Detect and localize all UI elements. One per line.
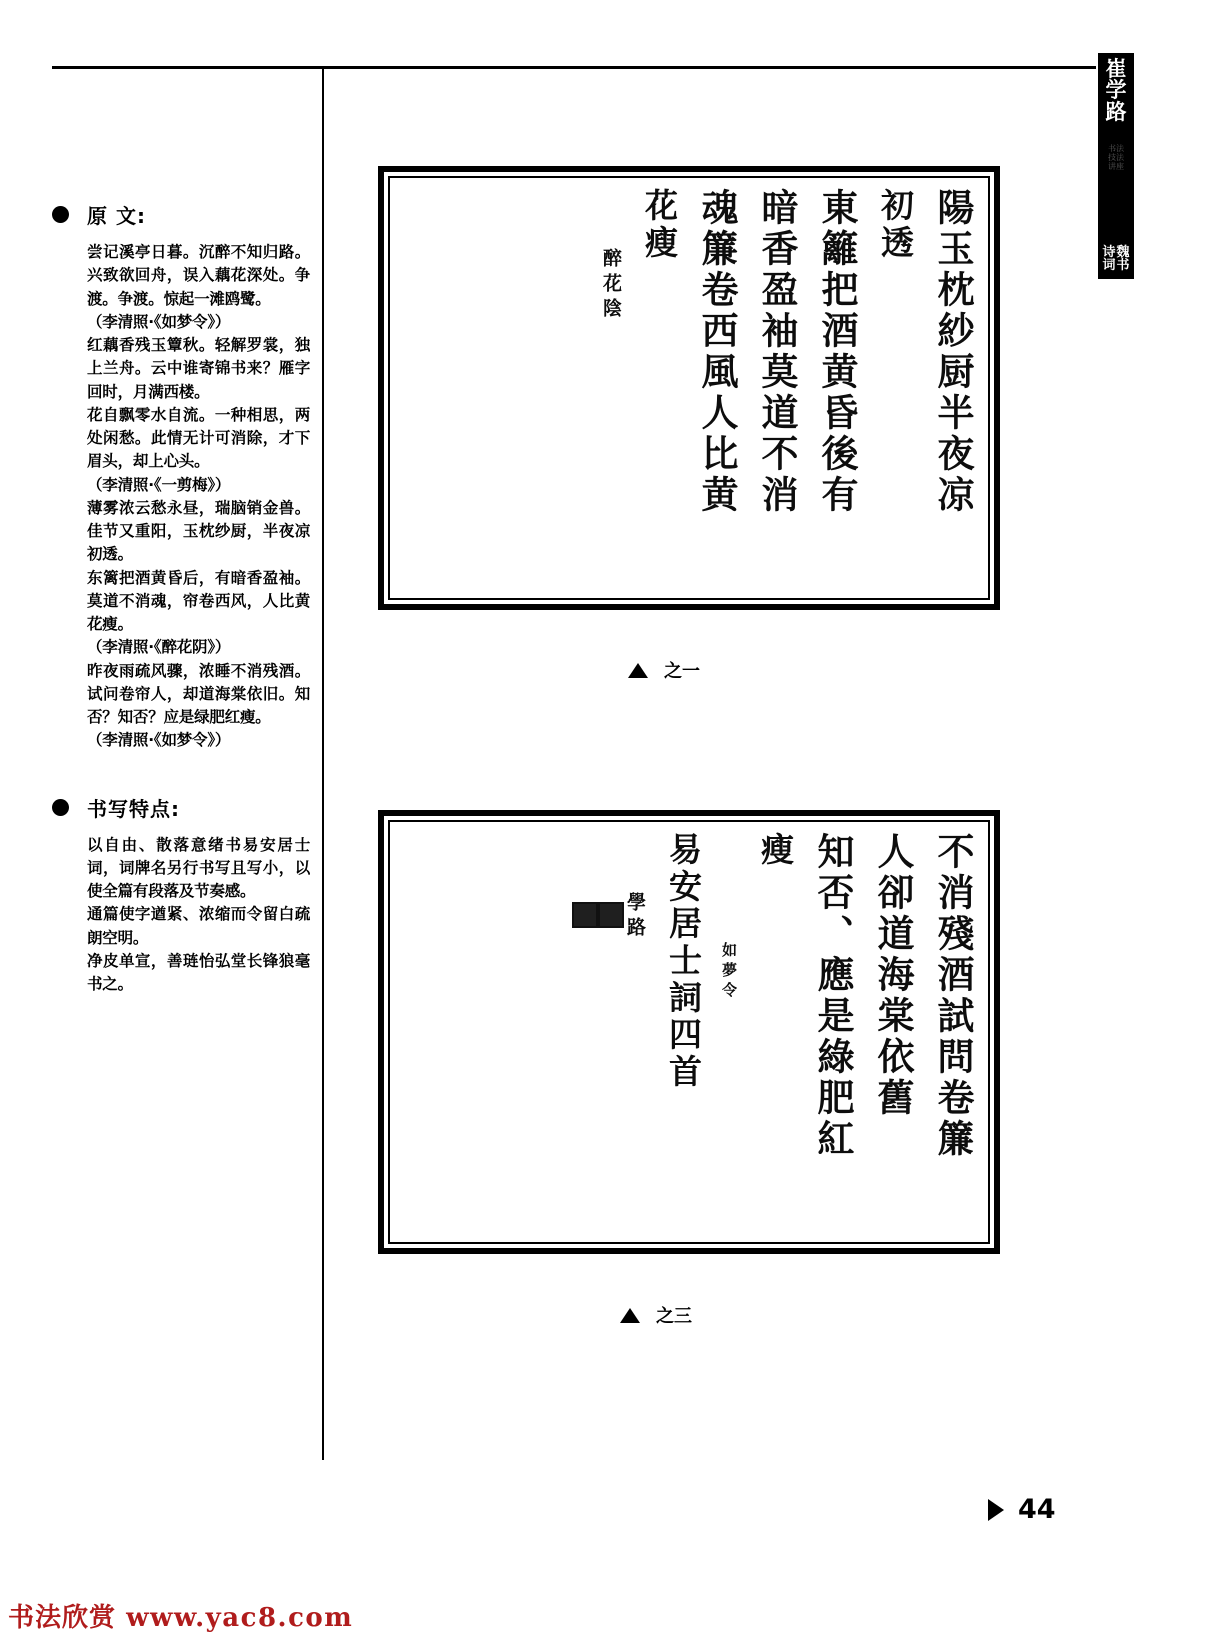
calligraphy-column: 花瘦 [640, 188, 679, 262]
calligraphy-column: 不消殘酒試問卷簾 [931, 832, 975, 1160]
poem-attribution: （李清照·《如梦令》） [87, 731, 231, 750]
calligraphy-column: 初透 [876, 188, 915, 262]
calligraphy-tune-title-column: 如夢令 [720, 942, 738, 1002]
calligraphy-colophon-column: 易安居士詞四首 [664, 832, 703, 1091]
seal-stamp-icon [572, 902, 598, 928]
feature-paragraph: 净皮单宣，善琏怡弘堂长锋狼毫书之。 [87, 951, 310, 993]
plate-two-caption [620, 1302, 692, 1328]
side-tab-subtitle-line: 书法 [1108, 144, 1124, 153]
calligraphy-column: 瘦 [756, 832, 795, 869]
bullet-icon [52, 206, 69, 223]
side-tab-author-char: 路 [1105, 99, 1127, 124]
calligraphy-signature-text: 學路 [624, 892, 646, 942]
poem-attribution: （李清照·《醉花阴》） [87, 638, 231, 657]
seal-stamp-icon [598, 902, 624, 928]
section-original-text [52, 200, 310, 753]
bullet-icon [52, 799, 69, 816]
section-title: 书写特点: [87, 796, 180, 821]
column-divider-rule [322, 68, 324, 1460]
triangle-right-icon [988, 1499, 1004, 1521]
calligraphy-column: 魂簾卷西風人比黄 [695, 188, 739, 516]
feature-paragraph: 以自由、散落意绪书易安居士词，词牌名另行书写且写小，以使全篇有段落及节奏感。 [87, 835, 310, 900]
section-spacer [52, 759, 310, 793]
page-number-text: 44 [1018, 1494, 1056, 1525]
left-text-column [52, 200, 310, 1002]
plate-two-caption-label: 之三 [656, 1306, 692, 1327]
section-title: 原 文: [87, 204, 146, 228]
side-tab-subtitle [1098, 145, 1134, 172]
poem-paragraph: 昨夜雨疏风骤，浓睡不消残酒。试问卷帘人，却道海棠依旧。知否？知否？应是绿肥红瘦。 [87, 661, 310, 726]
calligraphy-plate-two [378, 810, 1000, 1254]
watermark [8, 1597, 353, 1634]
section-heading [52, 793, 310, 822]
side-tab-category-char: 诗 [1102, 244, 1116, 260]
poem-attribution: （李清照·《一剪梅》） [87, 475, 231, 494]
plate-one-caption [628, 657, 700, 683]
side-tab-subtitle-line: 技法 [1108, 152, 1124, 162]
page-number [988, 1494, 1056, 1525]
feature-paragraph: 通篇使字遒紧、浓缩而令留白疏朗空明。 [87, 905, 310, 947]
side-tab-subtitle-line: 讲座 [1108, 161, 1124, 171]
calligraphy-column: 人卻道海棠依舊 [871, 832, 915, 1119]
poem-paragraph: 薄雾浓云愁永昼，瑞脑销金兽。佳节又重阳，玉枕纱厨，半夜凉初透。 [87, 498, 310, 564]
calligraphy-column: 知否、應是綠肥紅 [811, 832, 855, 1160]
section-heading [52, 200, 310, 229]
side-tab-category-char: 书 [1116, 258, 1130, 274]
side-tab-author-name [1098, 59, 1134, 123]
poem-paragraph: 红藕香残玉簟秋。轻解罗裳，独上兰舟。云中谁寄锦书来？雁字回时，月满西楼。 [87, 336, 310, 401]
calligraphy-columns [406, 188, 975, 588]
calligraphy-signature-column [604, 832, 644, 1232]
side-tab-author-char: 崔 [1105, 57, 1127, 81]
calligraphy-plate-one [378, 166, 1000, 610]
side-tab-category-genre [1102, 246, 1115, 273]
side-tab-author-char: 学 [1105, 78, 1127, 103]
watermark-label: 书法欣赏 [8, 1603, 117, 1633]
triangle-up-icon [620, 1308, 640, 1323]
poem-paragraph: 花自飘零水自流。一种相思，两处闲愁。此情无计可消除，才下眉头，却上心头。 [87, 405, 310, 471]
calligraphy-column: 東籬把酒黄昏後有 [815, 188, 859, 516]
calligraphy-column: 陽玉枕紗厨半夜凉 [931, 188, 975, 516]
section-body [87, 241, 310, 753]
side-tab-category [1098, 246, 1134, 273]
side-tab-category-char: 魏 [1116, 244, 1130, 260]
side-tab-category-script [1117, 246, 1130, 273]
watermark-url: www.yac8.com [126, 1603, 354, 1633]
poem-attribution: （李清照·《如梦令》） [87, 312, 231, 331]
calligraphy-column: 暗香盈袖莫道不消 [755, 188, 799, 516]
calligraphy-title-column: 醉花陰 [600, 248, 622, 323]
side-tab [1098, 53, 1134, 279]
header-rule [52, 66, 1096, 69]
calligraphy-columns [406, 832, 975, 1232]
triangle-up-icon [628, 663, 648, 678]
poem-paragraph: 东篱把酒黄昏后，有暗香盈袖。莫道不消魂，帘卷西风，人比黄花瘦。 [87, 568, 310, 633]
plate-one-caption-label: 之一 [664, 661, 700, 682]
section-writing-features [52, 793, 310, 997]
section-body [87, 834, 310, 997]
side-tab-category-char: 词 [1102, 258, 1116, 274]
poem-paragraph: 尝记溪亭日暮。沉醉不知归路。兴致欲回舟，误入藕花深处。争渡。争渡。惊起一滩鸥鹭。 [87, 243, 310, 308]
